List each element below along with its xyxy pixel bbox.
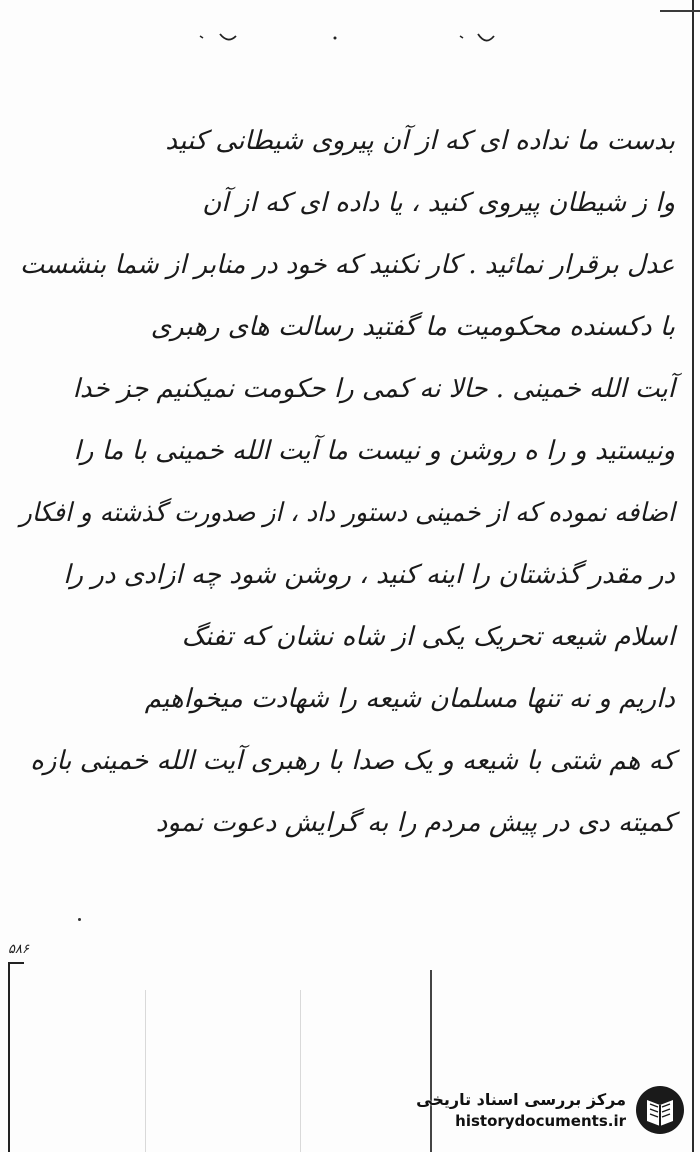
- handwritten-line-6: ونیستید و را ه روشن و نیست ما آیت الله خمینی با ما را: [73, 436, 675, 466]
- handwritten-line-8: در مقدر گذشتان را اینه کنید ، روشن شود چه ازادی در را: [63, 560, 675, 590]
- handwritten-line-1: بدست ما نداده ای که از آن پیروی شیطانی کنید: [165, 126, 675, 156]
- handwritten-line-9: اسلام شیعه تحریک یکی از شاه نشان که تفنگ: [181, 622, 675, 652]
- ink-dot: [78, 918, 81, 921]
- handwritten-line-10: داریم و نه تنها مسلمان شیعه را شهادت میخواهیم: [144, 684, 675, 714]
- handwritten-line-2: وا ز شیطان پیروی کنید ، یا داده ای که از آن: [202, 188, 675, 218]
- watermark-text: [416, 1089, 626, 1131]
- scan-edge-right: [692, 0, 694, 1152]
- handwritten-text-block: [20, 110, 675, 854]
- margin-rule: [8, 962, 10, 1152]
- page-number: ۵۸۶: [8, 942, 29, 957]
- handwritten-line-3: عدل برقرار نمائید . کار نکنید که خود در منابر از شما بنشست: [20, 250, 675, 280]
- archive-watermark: [401, 1076, 686, 1144]
- top-ink-marks: [190, 30, 510, 50]
- handwritten-line-12: کمیته دی در پیش مردم را به گرایش دعوت نمود: [155, 808, 675, 838]
- faint-column-line: [145, 990, 146, 1152]
- faint-column-line: [300, 990, 301, 1152]
- handwritten-line-4: با دکسنده محکومیت ما گفتید رسالت های رهبری: [150, 312, 675, 342]
- watermark-url: historydocuments.ir: [455, 1112, 626, 1130]
- handwritten-line-7: اضافه نموده که از خمینی دستور داد ، از صدورت گذشته و افکار: [19, 498, 675, 528]
- handwritten-line-5: آیت الله خمینی . حالا نه کمی را حکومت نمیکنیم جز خدا: [72, 374, 675, 404]
- scan-edge-top: [660, 10, 700, 12]
- handwritten-line-11: که هم شتی با شیعه و یک صدا با رهبری آیت الله خمینی بازه: [30, 746, 675, 776]
- archive-book-icon: [634, 1084, 686, 1136]
- margin-rule-tick: [8, 962, 24, 964]
- watermark-title: مرکز بررسی اسناد تاریخی: [416, 1090, 626, 1109]
